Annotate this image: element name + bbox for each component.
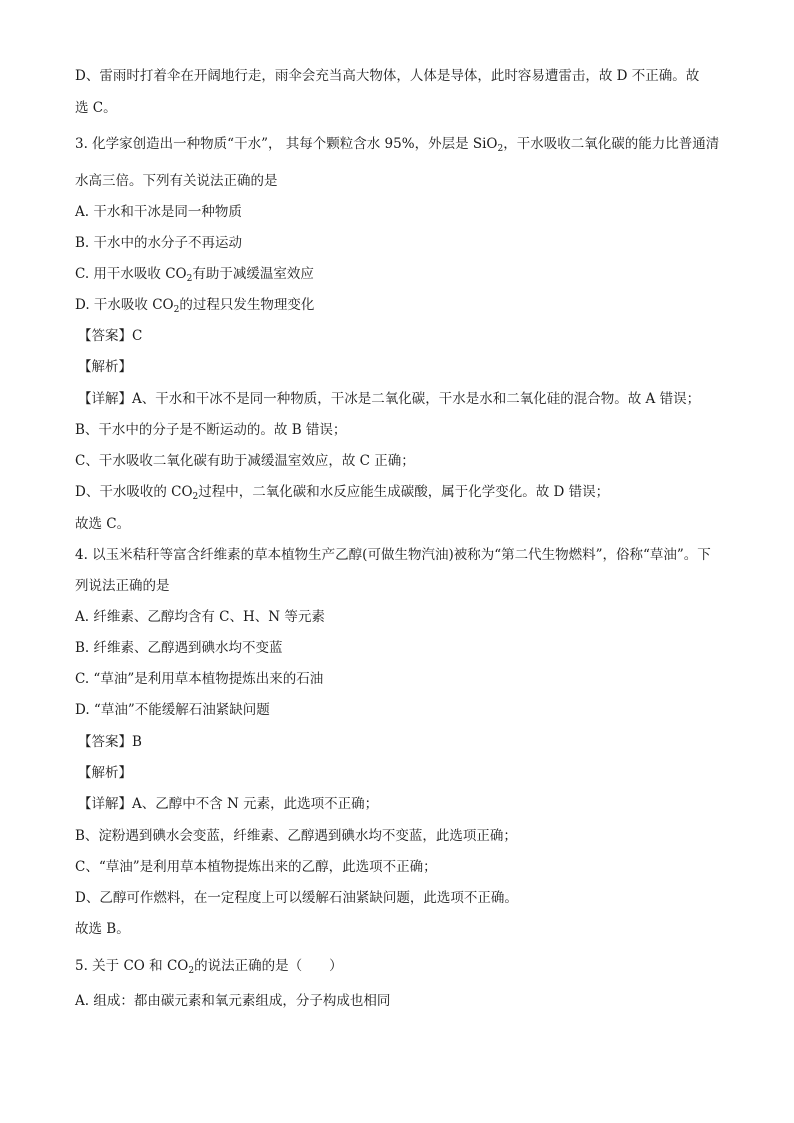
question-3-detail: C、干水吸收二氧化碳有助于减缓温室效应，故 C 正确； — [75, 453, 415, 469]
question-3-analysis-heading: 【解析】 — [78, 359, 132, 375]
question-3-option-b: B. 干水中的水分子不再运动 — [75, 235, 243, 251]
question-4-answer: 【答案】B — [78, 734, 142, 750]
text-line: 选 C。 — [75, 100, 117, 116]
question-3-detail: 【详解】A、干水和干冰不是同一种物质，干冰是二氧化碳，干水是水和二氧化硅的混合物。故 A 错误； — [78, 391, 701, 407]
question-4-conclusion: 故选 B。 — [75, 921, 130, 937]
question-5-option-a: A. 组成：都由碳元素和氧元素组成，分子构成也相同 — [75, 993, 391, 1009]
question-4-detail: B、淀粉遇到碘水会变蓝，纤维素、乙醇遇到碘水均不变蓝，此选项正确； — [75, 828, 517, 844]
question-4-stem-cont: 列说法正确的是 — [75, 578, 170, 594]
question-4-option-c: C. “草油”是利用草本植物提炼出来的石油 — [75, 671, 324, 687]
question-4-option-b: B. 纤维素、乙醇遇到碘水均不变蓝 — [75, 640, 283, 656]
question-3-option-a: A. 干水和干冰是同一种物质 — [75, 204, 242, 220]
question-5-stem: 5. 关于 CO 和 $CO_2$的说法正确的是（ ） — [75, 958, 343, 976]
text-line: D、雷雨时打着伞在开阔地行走，雨伞会充当高大物体，人体是导体，此时容易遭雷击，故 D 不正确。故 — [75, 68, 700, 84]
question-3-conclusion: 故选 C。 — [75, 516, 131, 532]
question-4-option-a: A. 纤维素、乙醇均含有 C、H、N 等元素 — [75, 609, 325, 625]
question-3-detail: D、干水吸收的 $CO_2$过程中，二氧化碳和水反应能生成碳酸，属于化学变化。故 D 错误； — [75, 484, 610, 502]
question-4-stem: 4. 以玉米秸秆等富含纤维素的草本植物生产乙醇(可做生物汽油)被称为“第二代生物燃料”，俗称“草油”。下 — [75, 547, 711, 563]
question-4-detail: D、乙醇可作燃料，在一定程度上可以缓解石油紧缺问题，此选项不正确。 — [75, 890, 518, 906]
question-4-detail: 【详解】A、乙醇中不含 N 元素，此选项不正确； — [78, 796, 379, 812]
question-3-stem: 3. 化学家创造出一种物质“干水”， 其每个颗粒含水 95%，外层是 SiO$_2$，干水吸收二氧化碳的能力比普通清 — [75, 136, 720, 154]
question-4-detail: C、“草油”是利用草本植物提炼出来的乙醇，此选项不正确； — [75, 859, 437, 875]
question-4-analysis-heading: 【解析】 — [78, 765, 132, 781]
question-4-option-d: D. “草油”不能缓解石油紧缺问题 — [75, 702, 270, 718]
question-3-detail: B、干水中的分子是不断运动的。故 B 错误； — [75, 422, 347, 438]
question-3-option-c: C. 用干水吸收 $CO_2$有助于减缓温室效应 — [75, 266, 314, 284]
question-3-stem-cont: 水高三倍。下列有关说法正确的是 — [75, 173, 278, 189]
question-3-answer: 【答案】C — [78, 328, 143, 344]
question-3-option-d: D. 干水吸收 $CO_2$的过程只发生物理变化 — [75, 297, 315, 315]
